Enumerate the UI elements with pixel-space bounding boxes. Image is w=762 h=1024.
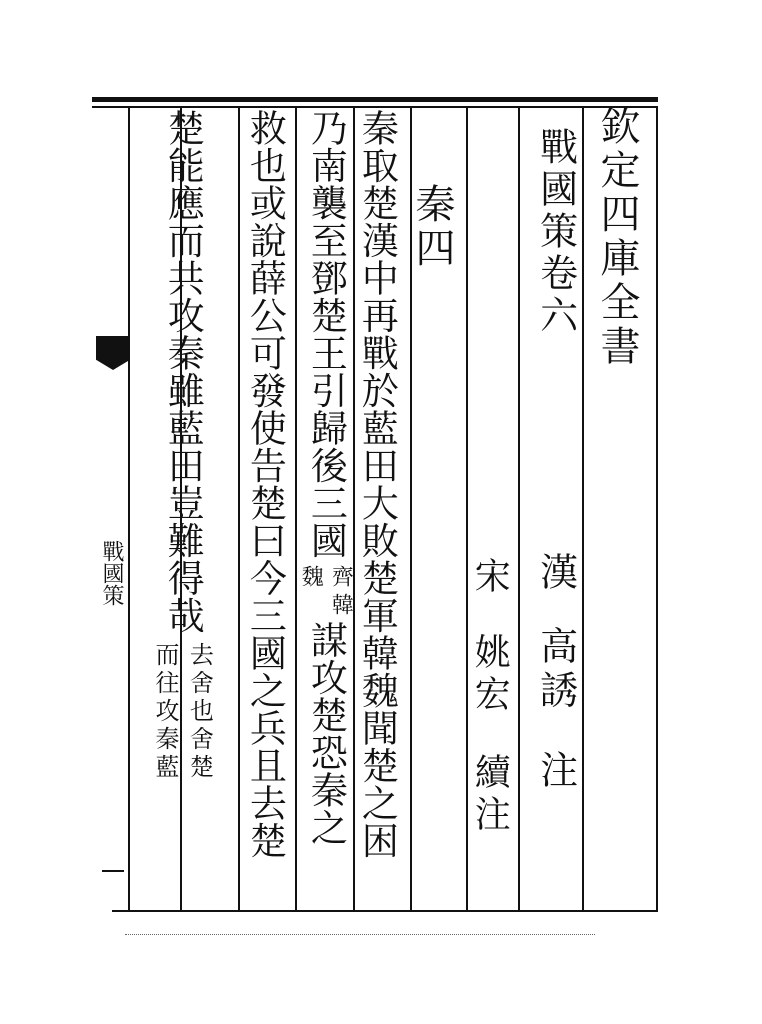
header-title-text: 欽定四庫全書 (594, 105, 640, 369)
volume-title-text: 戰國策卷六 (533, 127, 578, 337)
column-divider (582, 106, 584, 912)
text-column-2 (298, 109, 352, 846)
column-divider (295, 106, 297, 912)
column-divider (518, 106, 520, 912)
volume-title (532, 127, 578, 337)
author-1-role: 注 (533, 750, 578, 788)
author-1-name: 高誘 (533, 626, 578, 714)
note-right: 齊韓 (328, 565, 354, 621)
note-2-left: 而往攻秦藍 (151, 642, 179, 782)
author-2-name: 姚宏 (469, 633, 511, 717)
fold-title-text: 戰國策 (99, 540, 124, 606)
text-column-1 (354, 109, 398, 859)
note-2-right: 去舍也舍楚 (185, 642, 214, 782)
interlinear-note-2 (152, 642, 213, 782)
note-left: 魏 (298, 565, 324, 587)
bottom-border (112, 910, 658, 912)
interlinear-note (298, 565, 352, 621)
author-1-dynasty: 漢 (533, 552, 578, 590)
bottom-dotted-edge (125, 934, 595, 936)
column-divider (656, 106, 658, 912)
text-column-3-text: 救也或說薛公可發使告楚曰今三國之兵且去楚 (243, 109, 287, 859)
author-2-role: 續注 (469, 753, 511, 837)
section-title-text: 秦四 (409, 183, 455, 271)
top-border-thick (92, 97, 658, 102)
author-1 (532, 552, 578, 788)
author-2 (468, 557, 511, 837)
text-column-4 (132, 109, 232, 782)
text-column-2-tail: 謀攻楚恐秦之 (304, 621, 348, 846)
text-column-1-text: 秦取楚漢中再戰於藍田大敗楚軍韓魏聞楚之困 (355, 109, 399, 859)
column-divider (238, 106, 240, 912)
text-column-3 (242, 109, 286, 859)
author-2-dynasty: 宋 (469, 557, 511, 593)
section-title (408, 183, 456, 271)
column-divider (128, 106, 130, 912)
page-frame (92, 97, 658, 915)
header-title (593, 105, 641, 369)
top-border-thin (92, 106, 658, 108)
text-column-2-text: 乃南襲至鄧楚王引歸後三國 (304, 109, 348, 559)
text-column-4-text: 楚能應而共攻秦雖藍田豈難得哉 (161, 109, 205, 634)
